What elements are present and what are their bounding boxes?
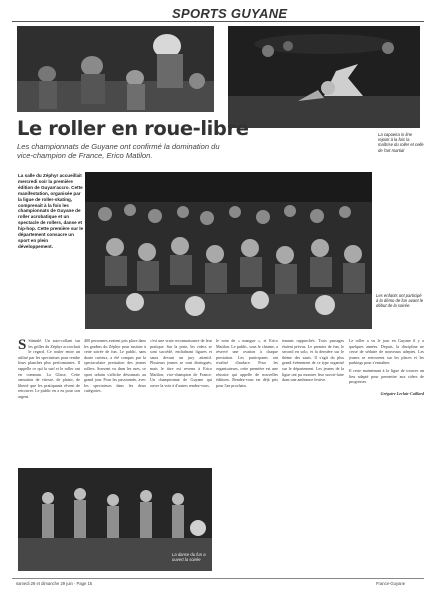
article-column-6 xyxy=(349,338,424,570)
deck: Les championnats de Guyane ont confirmé la domination du vice-champion de France, Erico Matilon. xyxy=(17,142,220,161)
article-column-5: tenants rapprochés. Trois passages étaient prévus. Le premier de fun, le second en solo, et la dernière sur le thème des sauts. Il s'agit du plus grand événement de ce type organisé sur le département. Les jeunes de la ligue ont pu montrer leur savoir-faire dans une ambiance festive. xyxy=(282,338,344,383)
footer-rule xyxy=(12,578,424,579)
photo-children-crowd xyxy=(85,172,372,329)
article-column-1-text: Stimulé. Un auto-collant sur les grilles du Zéphyr accrochait le regard. Ce rouler entre un utilisé par les spectateurs pour rendre leurs planches plus performantes. Il rappelle ce qui la surf et le roller ont en commun. La Glisse. Cette sensation de vitesse, de plaisir, de liberté que les pratiquants rêvent de retrouver. Le public en a eu pour son argent. xyxy=(18,338,80,399)
headline: Le roller en roue-libre xyxy=(17,117,249,140)
article-column-3: c'est une vraie reconnaissance de leur pratique. Sur la piste, les riders se sont succédé, enchaînant figures et sauts devant un jury attentif. Plusieurs jeunes se sont distingués, mais le titre est revenu à Erico Matilon, vice-champion de France. Un championnat de Guyane qui ouvre la voie à d'autres rendez-vous. xyxy=(150,338,212,388)
article-column-6-text: Le roller a vu le jour en Guyane il y a quelques années. Depuis, la discipline ne cesse de séduire de nouveaux adeptes. Les jeunes se retrouvent sur les places et les parkings pour s'entraîner. xyxy=(349,338,424,366)
article-column-1: S Stimulé. Un auto-collant sur les grilles du Zéphyr accrochait le regard. Ce rouler entre un utilisé par les spectateurs pour rendre leurs planches plus performantes. Il rappelle ce qui la surf et le roller ont en commun. La Glisse. Cette sensation de vitesse, de plaisir, de liberté que les pratiquants rêvent de retrouver. Le public en a eu pour son argent. xyxy=(18,338,80,399)
article-column-4: le nom de « mangue », et Erico Matilon. Le public, sous le charme, a réservé une ovation à chaque prestation. Les participants ont rivalisé d'audace. Pour les organisateurs, cette première est une réussite qui appelle de nouvelles éditions. Rendez-vous est déjà pris pour l'an prochain. xyxy=(216,338,278,388)
caption-capoeira: La capoeira in line rejoint à la fois la maîtrise du roller et celle de l'art martial xyxy=(378,132,424,153)
caption-enfants: Les enfants ont participé à la démo de fun avant le début de la soirée. xyxy=(376,293,424,309)
intro-text: La salle du Zéphyr accueillait mercredi soir la première édition de Guyan'accro. Cette manifestation, organisée par la ligue de roller-skating, comprenait à la fois les championnats de Guyane de roller acrobatique et un spectacle de rollers, danse et hip-hop. Cette première sur le département consacre un sport en plein développement. xyxy=(18,173,84,249)
byline: Grégoire Leclair-Caillard xyxy=(380,390,424,396)
photo-capoeira xyxy=(228,26,420,128)
article-column-6-end: Il reste maintenant à la ligue de trouver un lieu adapté pour permettre aux riders de progresser. xyxy=(349,367,424,385)
article-column-2: 400 personnes avaient pris place dans les gradins du Zéphyr pour assister à cette soirée de fun. Le public, sans doute curieux, a été conquis par la spectaculaire prestation des jeunes rollers. Souvent vu dans les rues, ce sport urbain s'affiche désormais au grand jour. Pour les passionnés, avec les spectateurs dans les deux catégories. xyxy=(84,338,146,394)
footer-date: samedi 28 et dimanche 29 juin · Page 15 xyxy=(16,581,93,586)
section-title: SPORTS GUYANE xyxy=(172,6,288,21)
caption-danse: La danse du fun a ouvert la soirée xyxy=(172,552,206,563)
footer-publication: France-Guyane xyxy=(376,581,406,586)
header-rule xyxy=(12,21,424,22)
photo-roller-crowd xyxy=(17,26,214,112)
